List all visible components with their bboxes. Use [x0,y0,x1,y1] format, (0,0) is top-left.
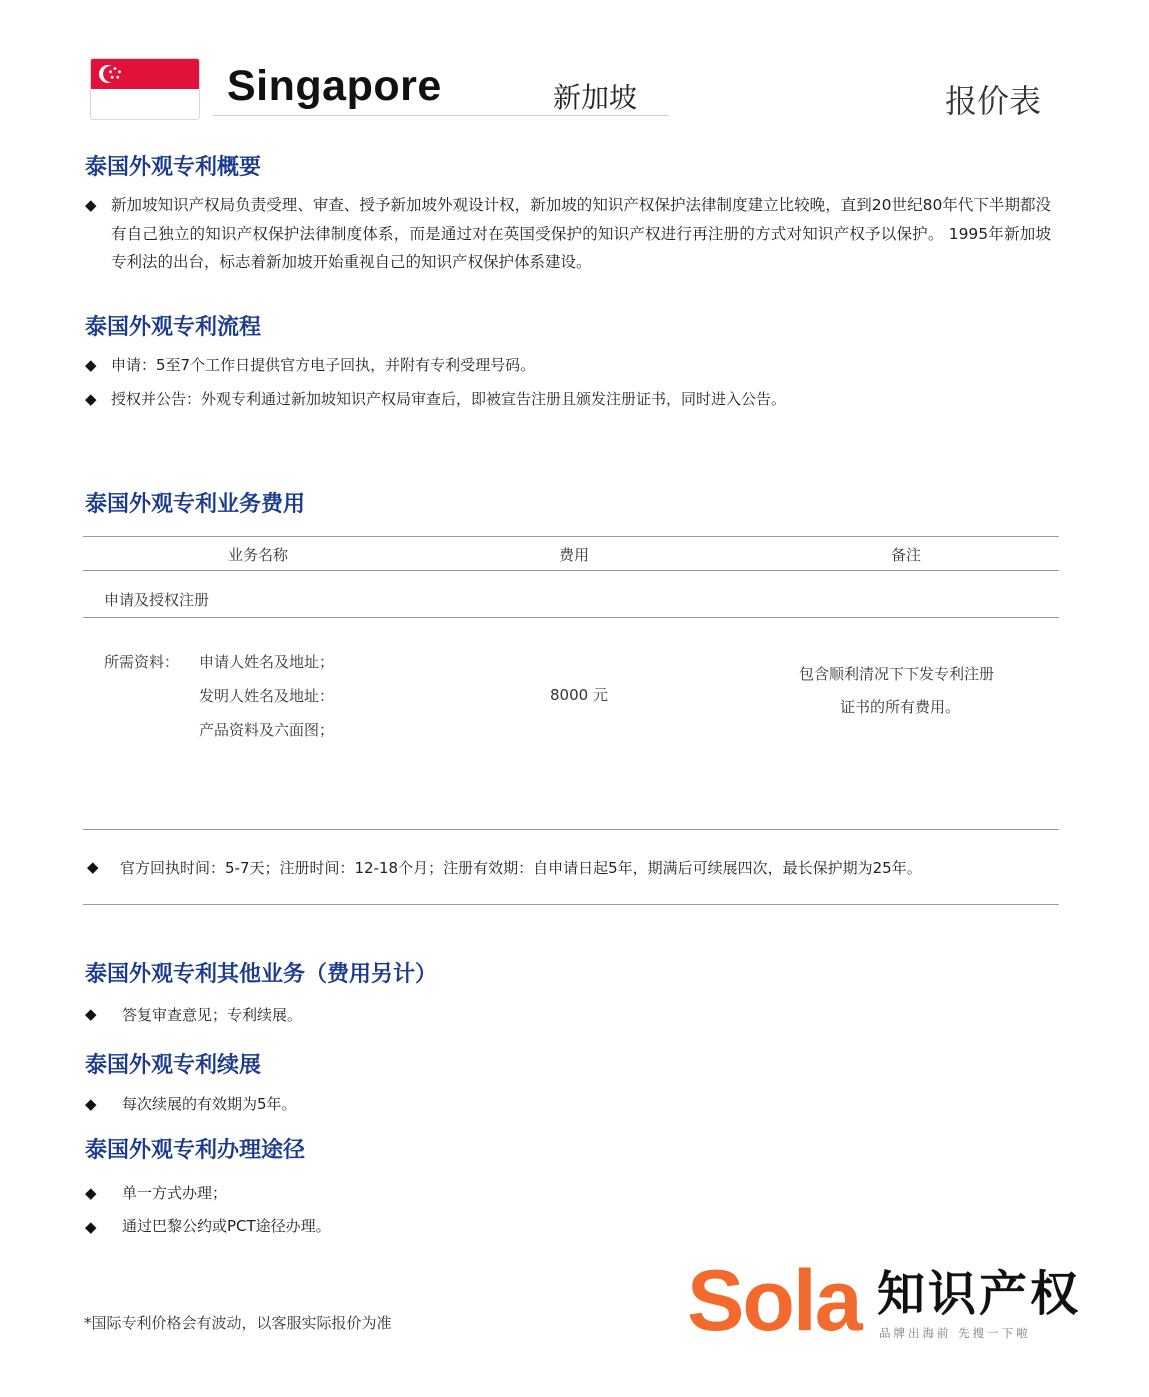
header-divider [213,115,669,116]
table-category-rule [83,617,1059,618]
fee-remark-line: 包含顺利清况下下发专利注册 [799,665,995,683]
renewal-heading: 泰国外观专利续展 [85,1053,262,1078]
column-header-fee: 费用 [559,546,590,564]
document-title: 报价表 [945,82,1042,120]
bullet-diamond-icon: ◆ [87,858,99,876]
process-item: 申请：5至7个工作日提供官方电子回执，并附有专利受理号码。 [111,356,536,374]
table-top-rule [83,536,1059,537]
table-bottom-rule [83,904,1059,905]
asterisk: * [84,1314,92,1332]
logo-tagline: 品牌出海前 先搜一下啦 [879,1326,1031,1340]
renewal-item: 每次续展的有效期为5年。 [122,1095,297,1113]
bullet-diamond-icon: ◆ [85,1005,97,1023]
overview-paragraph: 新加坡知识产权局负责受理、审查、授予新加坡外观设计权，新加坡的知识产权保护法律制度建立比较晚，直到20世纪80年代下半期都没有自己独立的知识产权保护法律制度体系，而是通过对在英国受保护的知识产权进行再注册的方式对知识产权予以保护。 1995年新加坡专利法的出台，标志着新加坡开始重视自己的知识产权保护体系建设。 [111,196,1051,271]
bullet-diamond-icon: ◆ [85,1184,97,1202]
disclaimer-text: 国际专利价格会有波动，以客服实际报价为准 [91,1314,392,1332]
table-body-rule [83,829,1059,830]
process-heading: 泰国外观专利流程 [85,315,262,340]
fee-price: 8000 元 [550,686,608,704]
country-name-chinese: 新加坡 [553,81,638,114]
other-services-heading: 泰国外观专利其他业务（费用另计） [85,962,438,987]
sola-logo: Sola [687,1253,861,1349]
routes-heading: 泰国外观专利办理途径 [85,1138,306,1163]
bullet-diamond-icon: ◆ [85,390,97,408]
fees-heading: 泰国外观专利业务费用 [85,492,306,517]
route-item: 通过巴黎公约或PCT途径办理。 [122,1217,331,1235]
route-item: 单一方式办理； [122,1184,228,1202]
materials-label: 所需资料： [104,653,180,671]
fee-remark-line: 证书的所有费用。 [840,698,961,716]
bullet-diamond-icon: ◆ [85,356,97,374]
process-item: 授权并公告：外观专利通过新加坡知识产权局审查后，即被宣告注册且颁发注册证书，同时进入公告。 [111,390,787,408]
country-name-english: Singapore [227,62,442,110]
overview-heading: 泰国外观专利概要 [85,155,262,180]
logo-chinese-text: 知识产权 [877,1266,1082,1322]
material-item: 发明人姓名及地址： [199,687,335,705]
bullet-diamond-icon: ◆ [85,1095,97,1113]
fee-note: 官方回执时间：5-7天；注册时间：12-18个月；注册有效期：自申请日起5年，期满后可续展四次，最长保护期为25年。 [120,859,922,877]
other-service-item: 答复审查意见；专利续展。 [122,1006,303,1024]
singapore-flag-icon [90,58,200,120]
material-item: 产品资料及六面图； [199,721,335,739]
bullet-diamond-icon: ◆ [85,196,97,214]
column-header-remark: 备注 [891,546,922,564]
price-disclaimer [84,1312,392,1333]
bullet-diamond-icon: ◆ [85,1218,97,1236]
material-item: 申请人姓名及地址； [199,653,335,671]
table-header-rule [83,570,1059,571]
column-header-service: 业务名称 [228,546,289,564]
fee-category: 申请及授权注册 [104,591,210,609]
